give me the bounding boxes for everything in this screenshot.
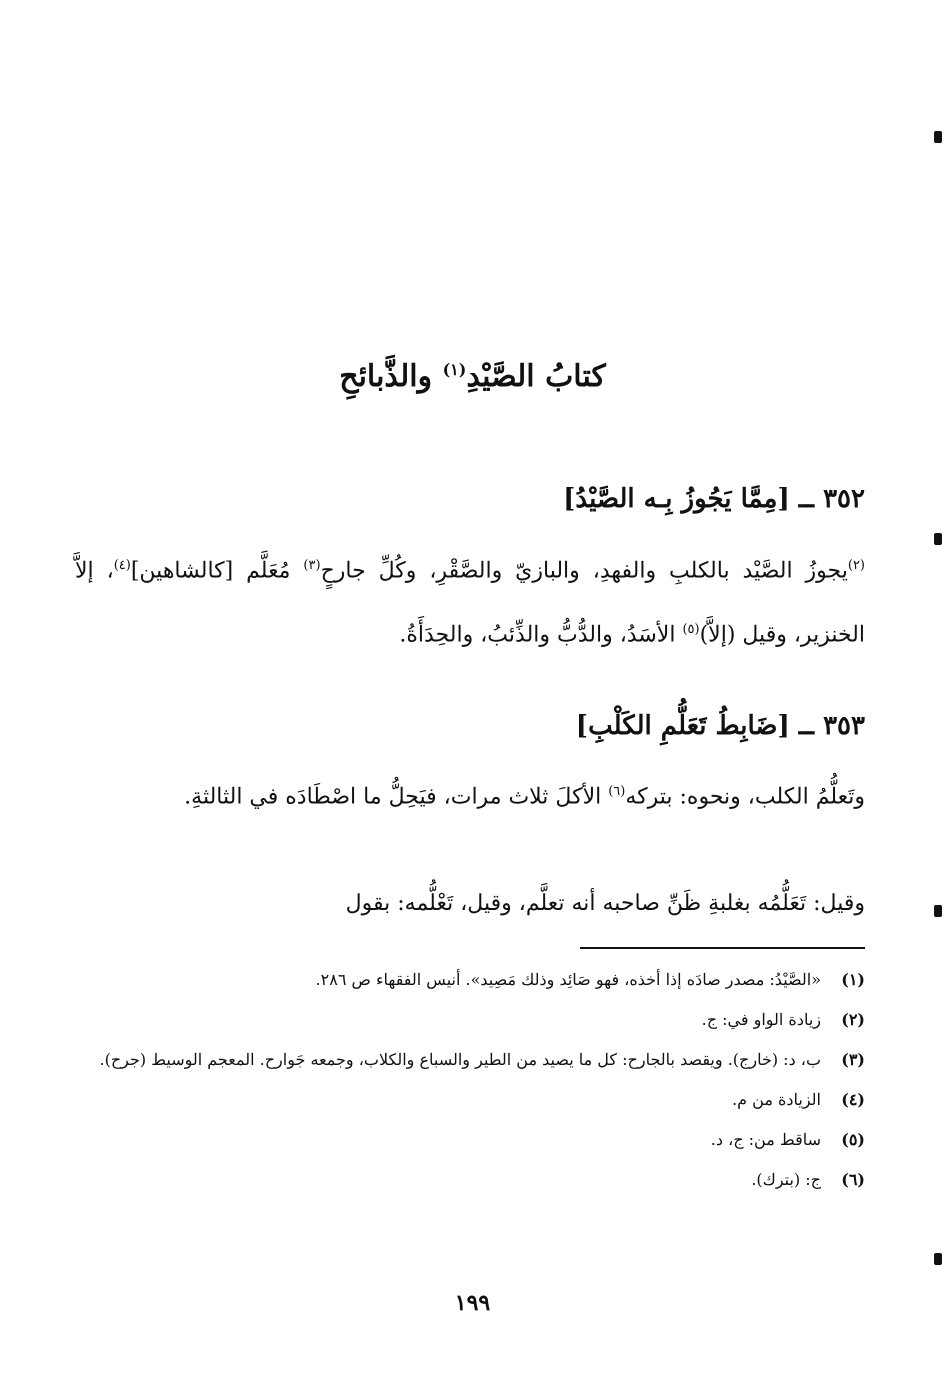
footnote-4 (75, 1080, 865, 1120)
footnote-3 (75, 1040, 865, 1080)
footnote-text: ج: (بترك). (751, 1170, 821, 1189)
scan-edge-mark (934, 1253, 942, 1265)
footnote-ref[interactable]: (٣) (303, 558, 321, 573)
footnote-number: (١) (841, 970, 865, 989)
paragraph-text: مُعَلَّم [كالشاهين] (130, 558, 304, 584)
paragraph-text: وتَعلُّمُ الكلب، ونحوه: بتركه (625, 784, 865, 810)
footnote-text: الزيادة من م. (732, 1090, 821, 1109)
chapter-title (0, 345, 945, 402)
section-353-paragraph (75, 762, 865, 826)
scan-edge-mark (934, 905, 942, 917)
footnote-ref[interactable]: (٢) (847, 558, 865, 573)
paragraph-text: الأسَدُ، والدُّبُّ والذِّئبُ، والحِدَأَةُ. (399, 622, 683, 648)
footnote-number: (٢) (841, 1010, 865, 1029)
section-heading-353: ٣٥٣ ــ [ضَابِطُ تَعَلُّمِ الكَلْبِ] (575, 711, 865, 741)
footnote-1 (75, 960, 865, 1000)
scan-edge-mark (934, 533, 942, 545)
footnote-ref[interactable]: (١) (442, 360, 467, 379)
footnote-2 (75, 1000, 865, 1040)
footnote-separator (580, 947, 865, 949)
page-number: ١٩٩ (454, 1290, 491, 1316)
paragraph-text: يجوزُ الصَّيْد بالكلبِ والفهدِ، والبازيّ والصَّقْرِ، وكُلِّ جارحٍ (320, 558, 848, 584)
scan-edge-mark (934, 131, 942, 143)
footnote-ref[interactable]: (٤) (113, 558, 131, 573)
footnote-number: (٦) (841, 1170, 865, 1189)
footnote-text: ساقط من: ج، د. (710, 1130, 821, 1149)
footnote-number: (٣) (841, 1050, 865, 1069)
footnote-text: زيادة الواو في: ج. (701, 1010, 821, 1029)
footnote-6 (75, 1160, 865, 1200)
footnotes (75, 960, 865, 1200)
footnote-text: ب، د: (خارج). ويقصد بالجارح: كل ما يصيد من الطير والسباع والكلاب، وجمعه جَوارح. المعجم الوسيط (جرح). (99, 1050, 821, 1069)
chapter-title-text: كتابُ الصَّيْدِ (466, 359, 606, 394)
paragraph-text: الأكلَ ثلاث مرات، فيَحِلُّ ما اصْطَادَه في الثالثةِ. (184, 784, 609, 810)
footnote-5 (75, 1120, 865, 1160)
footnote-text: «الصَّيْدُ: مصدر صادَه إذا أخذه، فهو صَائِد وذلك مَصِيد». أنيس الفقهاء ص ٢٨٦. (315, 970, 821, 989)
section-352-paragraph (75, 536, 865, 665)
footnote-ref[interactable]: (٦) (608, 784, 626, 799)
section-353-paragraph-2: وقيل: تَعَلُّمُه بغلبةِ ظَنِّ صاحبه أنه تعلَّم، وقيل، تَعْلُّمه: بقول (345, 891, 865, 916)
footnote-number: (٥) (841, 1130, 865, 1149)
paragraph-text: ، إلاَّ الخنزير، وقيل (إلاَّ) (75, 558, 865, 648)
footnote-ref[interactable]: (٥) (682, 622, 700, 638)
chapter-title-text-end: والذَّبائحِ (339, 359, 443, 394)
footnote-number: (٤) (841, 1090, 865, 1109)
section-heading-352: ٣٥٢ ــ [مِمَّا يَجُوزُ بِـه الصَّيْدُ] (563, 484, 865, 514)
